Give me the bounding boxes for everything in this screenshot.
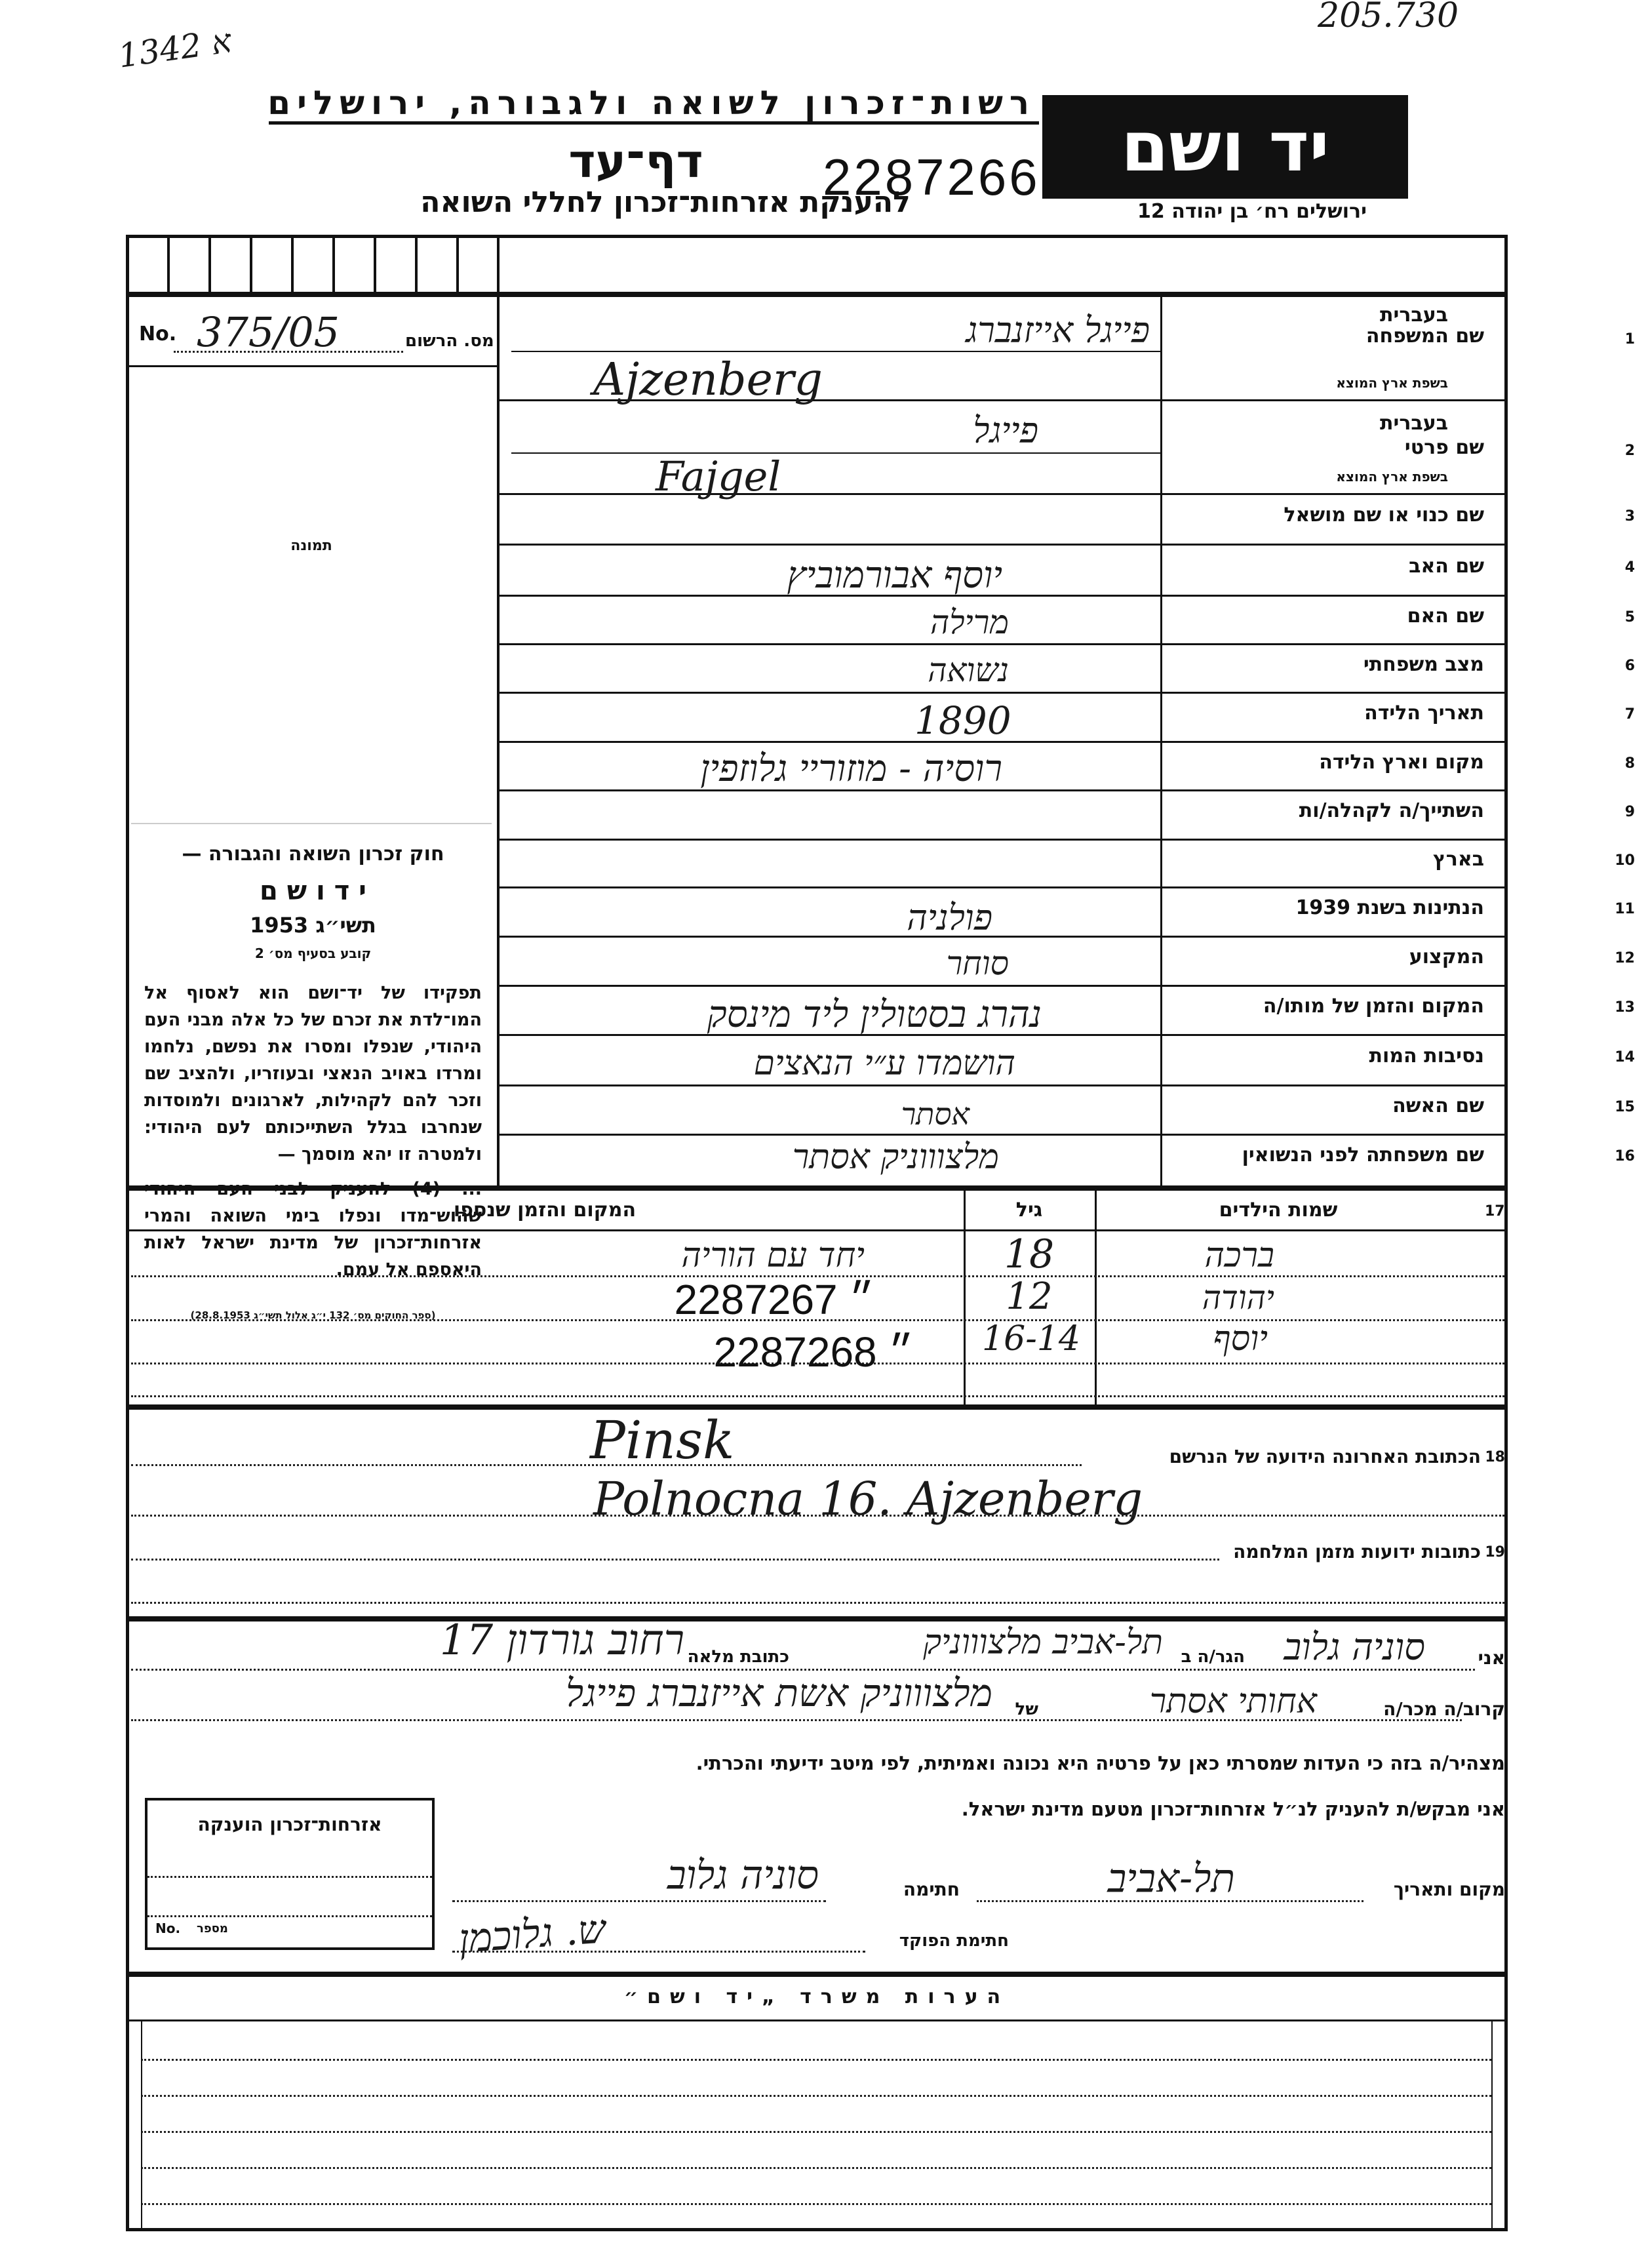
field-1-label: שם המשפחה <box>1365 325 1484 348</box>
child-name: ברכה <box>1204 1236 1274 1275</box>
field-13-number: 13 <box>1615 999 1635 1016</box>
address-dotted-line <box>131 1559 1219 1561</box>
entry-line <box>511 452 1160 454</box>
last-address-street: Polnocna 16. Ajzenberg <box>593 1472 1143 1526</box>
children-names-header: שמות הילדים <box>1219 1199 1338 1222</box>
field-4-label: שם האב <box>1409 555 1484 578</box>
field-2-number: 2 <box>1624 443 1635 459</box>
field-1-sub-origin: בשפת ארץ המוצא <box>1336 375 1448 391</box>
field-5-label: שם האם <box>1407 605 1484 627</box>
section-divider <box>126 1616 1508 1621</box>
field-1-sub-hebrew: בעברית <box>1380 304 1448 327</box>
field-5-number: 5 <box>1624 609 1635 626</box>
row-divider <box>497 493 1508 495</box>
field-12-value: סוחר <box>946 944 1009 982</box>
field-14-number: 14 <box>1615 1049 1635 1065</box>
field-12-label: המקצוע <box>1409 945 1484 968</box>
relative-label: קרוב/ה מכר/ה <box>1383 1698 1505 1720</box>
field-1-number: 1 <box>1624 331 1635 348</box>
address-dotted-line <box>131 1602 1504 1604</box>
field-2-value-hebrew: פייגל <box>973 410 1038 451</box>
remarks-title: הערות משרד „יד ושם״ <box>623 1985 1010 2008</box>
law-name: י ד ו ש ם <box>260 876 366 906</box>
remarks-margin <box>1491 2019 1493 2229</box>
field-9-label: השתייך/ה לקהלה/ות <box>1299 799 1484 822</box>
row-divider <box>497 789 1508 791</box>
cell-divider <box>167 235 170 292</box>
field-8-label: מקום וארץ הלידה <box>1319 751 1484 774</box>
address-dotted-line <box>131 1464 1082 1466</box>
field-2-label: שם פרטי <box>1404 436 1484 459</box>
row-divider <box>497 886 1508 888</box>
field-7-label: תאריך הלידה <box>1364 702 1484 725</box>
submitter-full-address: רחוב גורדון 17 <box>439 1616 684 1665</box>
child-age: 12 <box>1006 1275 1053 1318</box>
field-1-value-hebrew: פייגל אייזנברג <box>966 309 1150 351</box>
row-divider <box>497 839 1508 841</box>
cell-divider <box>291 235 294 292</box>
cell-divider <box>332 235 335 292</box>
field-11-value: פולניה <box>907 897 992 938</box>
archive-mark: 1342 א <box>115 22 234 75</box>
section-divider <box>126 1404 1508 1410</box>
remarks-line <box>141 2131 1491 2133</box>
remarks-line <box>141 2203 1491 2205</box>
signature-label: חתימה <box>903 1879 960 1900</box>
law-paragraph-2: ... (4) להעניק לבני העם היהודי שהוש־מדו ונפלו בימי השואה והמרי אזרחות־זכרון של מדינת ישראל לאות היאספם אל עמם. <box>144 1179 482 1280</box>
field-18-number: 18 <box>1485 1449 1505 1465</box>
table-header-line <box>126 1229 1508 1231</box>
resident-label: הגר/ה ב <box>1181 1647 1245 1667</box>
field-6-number: 6 <box>1624 658 1635 674</box>
field-11-number: 11 <box>1615 901 1635 917</box>
field-14-label: נסיבות המות <box>1369 1044 1484 1067</box>
cell-divider <box>415 235 418 292</box>
registration-no-label: No. <box>139 323 177 346</box>
registration-heb-label: מס. הרשום <box>405 331 494 351</box>
remarks-line <box>141 2059 1491 2061</box>
field-10-label: בארץ <box>1432 848 1484 871</box>
row-divider <box>497 936 1508 938</box>
child-place: יחד עם הוריה <box>681 1236 865 1275</box>
of-value: מלצוווניק אשת אייזנברג פייגל <box>566 1671 992 1715</box>
full-address-label: כתובת מלאה <box>687 1647 789 1667</box>
field-15-label: שם האשה <box>1392 1094 1484 1117</box>
field-6-value: נשואה <box>928 651 1009 689</box>
field-3-label: שם כנוי או שם מושאל <box>1284 504 1484 527</box>
field-7-value: 1890 <box>914 698 1011 743</box>
field-2-value-latin: Fajgel <box>656 452 781 500</box>
submitter-residence: תל-אביב מלצוווניק <box>923 1623 1163 1662</box>
officer-signature: ש. גלוכמן <box>457 1906 608 1962</box>
officer-signature-label: חתימת הפוקד <box>899 1931 1009 1951</box>
remarks-margin <box>141 2019 142 2229</box>
left-column-divider <box>497 235 500 1185</box>
divider <box>131 823 492 824</box>
field-3-number: 3 <box>1624 508 1635 525</box>
cell-divider <box>250 235 252 292</box>
children-age-header: גיל <box>1015 1199 1043 1222</box>
field-14-value: הושמדו ע״י הנאצים <box>753 1044 1015 1083</box>
cell-divider <box>374 235 376 292</box>
field-8-number: 8 <box>1624 755 1635 772</box>
divider <box>126 365 497 367</box>
field-10-number: 10 <box>1615 852 1635 869</box>
submitter-signature: סוניה גלוב <box>667 1852 819 1898</box>
row-divider <box>497 1134 1508 1136</box>
child-place: ״ 2287268 <box>713 1328 914 1376</box>
field-4-value: יוסף אבורמוביץ <box>787 554 1002 597</box>
child-name: יוסף <box>1213 1319 1268 1359</box>
field-16-number: 16 <box>1615 1148 1635 1164</box>
photo-label: תמונה <box>290 538 332 554</box>
law-paragraph-1: תפקידו של יד־ושם הוא לאסוף אל המו־לדת את זכרם של כל אלה מבני העם היהודי, שנפלו ומסרו את נפשם, נלחמו ומרדו באויב הנאצי ובעוזריו, ולהציב שם וזכר להם לקהילות, לארגונים ולמוסדות שנחרבו בגלל השתייכותם לעם היהודי: ולמטרה זו יהא מוסמך — <box>144 983 482 1164</box>
box-line <box>147 1915 432 1917</box>
relation-value: אחותי אסתר <box>1149 1682 1317 1721</box>
last-address-city: Pinsk <box>590 1410 735 1471</box>
divider <box>126 292 1508 297</box>
header-underline <box>269 121 1039 125</box>
yad-vashem-logo: יד ושם <box>1042 95 1408 199</box>
field-16-value: מלצוווניק אסתר <box>792 1138 999 1177</box>
section-divider <box>126 1972 1508 1977</box>
field-8-value: רוסיה - מוזוריי גלוזפין <box>700 747 1002 790</box>
form-number: 2287266 <box>823 148 1040 206</box>
field-6-label: מצב משפחתי <box>1363 653 1484 676</box>
field-16-label: שם משפחתה לפני הנשואין <box>1242 1144 1484 1166</box>
i-label: אני <box>1478 1647 1505 1669</box>
field-13-value: נהרג בסטולין ליד מינסק <box>707 993 1042 1036</box>
row-divider <box>497 985 1508 987</box>
address-dotted-line <box>131 1515 1504 1517</box>
remarks-line <box>141 2167 1491 2169</box>
field-2-sub-hebrew: בעברית <box>1380 412 1448 435</box>
field-2-sub-origin: בשפת ארץ המוצא <box>1336 469 1448 485</box>
field-15-value: אסתר <box>901 1096 970 1132</box>
field-1-value-latin: Ajzenberg <box>593 354 823 406</box>
law-title: חוק זכרון השואה והגבורה — <box>182 843 444 865</box>
remarks-line <box>126 2019 1508 2021</box>
cell-divider <box>208 235 211 292</box>
declaration-request: אני מבקש/ת להעניק לנ״ל אזרחות־זכרון מטעם מדינת ישראל. <box>961 1798 1505 1820</box>
remarks-line <box>141 2095 1491 2097</box>
cell-divider <box>456 235 459 292</box>
field-19-label: כתובות ידועות מזמן המלחמה <box>1233 1541 1481 1562</box>
place-date-value: תל-אביב <box>1107 1856 1235 1901</box>
citizenship-granted-box <box>145 1798 435 1950</box>
form-subtitle: להענקת אזרחות־זכרון לחללי השואה <box>420 186 911 219</box>
form-title: דף־עד <box>568 134 703 188</box>
child-name: יהודה <box>1202 1279 1274 1317</box>
yad-vashem-law <box>144 843 482 1321</box>
of-label: של <box>1015 1700 1038 1719</box>
field-12-number: 12 <box>1615 950 1635 966</box>
citizenship-box-title: אזרחות־זכרון הוענקה <box>197 1814 382 1835</box>
field-15-number: 15 <box>1615 1099 1635 1115</box>
citizenship-box-no-label: No. <box>155 1920 181 1936</box>
field-19-number: 19 <box>1485 1544 1505 1561</box>
label-column-divider <box>1160 292 1162 1185</box>
child-age: 16-14 <box>982 1319 1080 1359</box>
field-17-number: 17 <box>1485 1203 1505 1220</box>
law-section: קובע בסעיף מס׳ 2 <box>254 945 372 961</box>
row-divider <box>497 692 1508 694</box>
section-divider <box>126 1185 1508 1191</box>
place-date-label: מקום ותאריך <box>1393 1879 1505 1900</box>
field-11-label: הנתינות בשנת 1939 <box>1295 896 1484 919</box>
field-7-number: 7 <box>1624 706 1635 723</box>
institution-address: ירושלים רח׳ בן יהודה 12 <box>1137 200 1367 223</box>
field-9-number: 9 <box>1624 804 1635 820</box>
citizenship-box-number-label: מספר <box>197 1922 228 1936</box>
child-age: 18 <box>1004 1231 1055 1277</box>
registration-number: 375/05 <box>197 308 340 356</box>
child-place: ״ 2287267 <box>674 1276 874 1323</box>
box-line <box>147 1876 432 1878</box>
declaration-statement: מצהיר/ה בזה כי העדות שמסרתי כאן על פרטיה היא נכונה ואמיתית, לפי מיטב ידיעתי והכרתי. <box>696 1752 1505 1774</box>
children-place-header: המקום והזמן שנספו <box>453 1199 637 1222</box>
entry-line <box>511 351 1160 352</box>
law-citation: (ספר החוקים מס׳ 132 י״ג אלול תשי״ג 28.8.1953) <box>190 1309 436 1321</box>
row-divider <box>497 544 1508 546</box>
row-divider <box>497 643 1508 645</box>
archive-number: 205.730 <box>1318 0 1459 35</box>
submitter-name: סוניה גלוב <box>1284 1626 1425 1669</box>
signature-line <box>452 1900 826 1902</box>
field-4-number: 4 <box>1624 559 1635 576</box>
row-divider <box>497 1084 1508 1086</box>
field-13-label: המקום והזמן של מותו/ה <box>1263 995 1484 1018</box>
authority-name: רשות־זכרון לשואה ולגבורה, ירושלים <box>267 84 1036 122</box>
law-year: תשי״ג 1953 <box>250 913 376 938</box>
field-5-value: מרילה <box>930 603 1009 641</box>
row-divider <box>497 595 1508 597</box>
table-row-line <box>131 1395 1504 1397</box>
field-18-label: הכתובת האחרונה הידועה של הנרשם <box>1169 1446 1481 1467</box>
